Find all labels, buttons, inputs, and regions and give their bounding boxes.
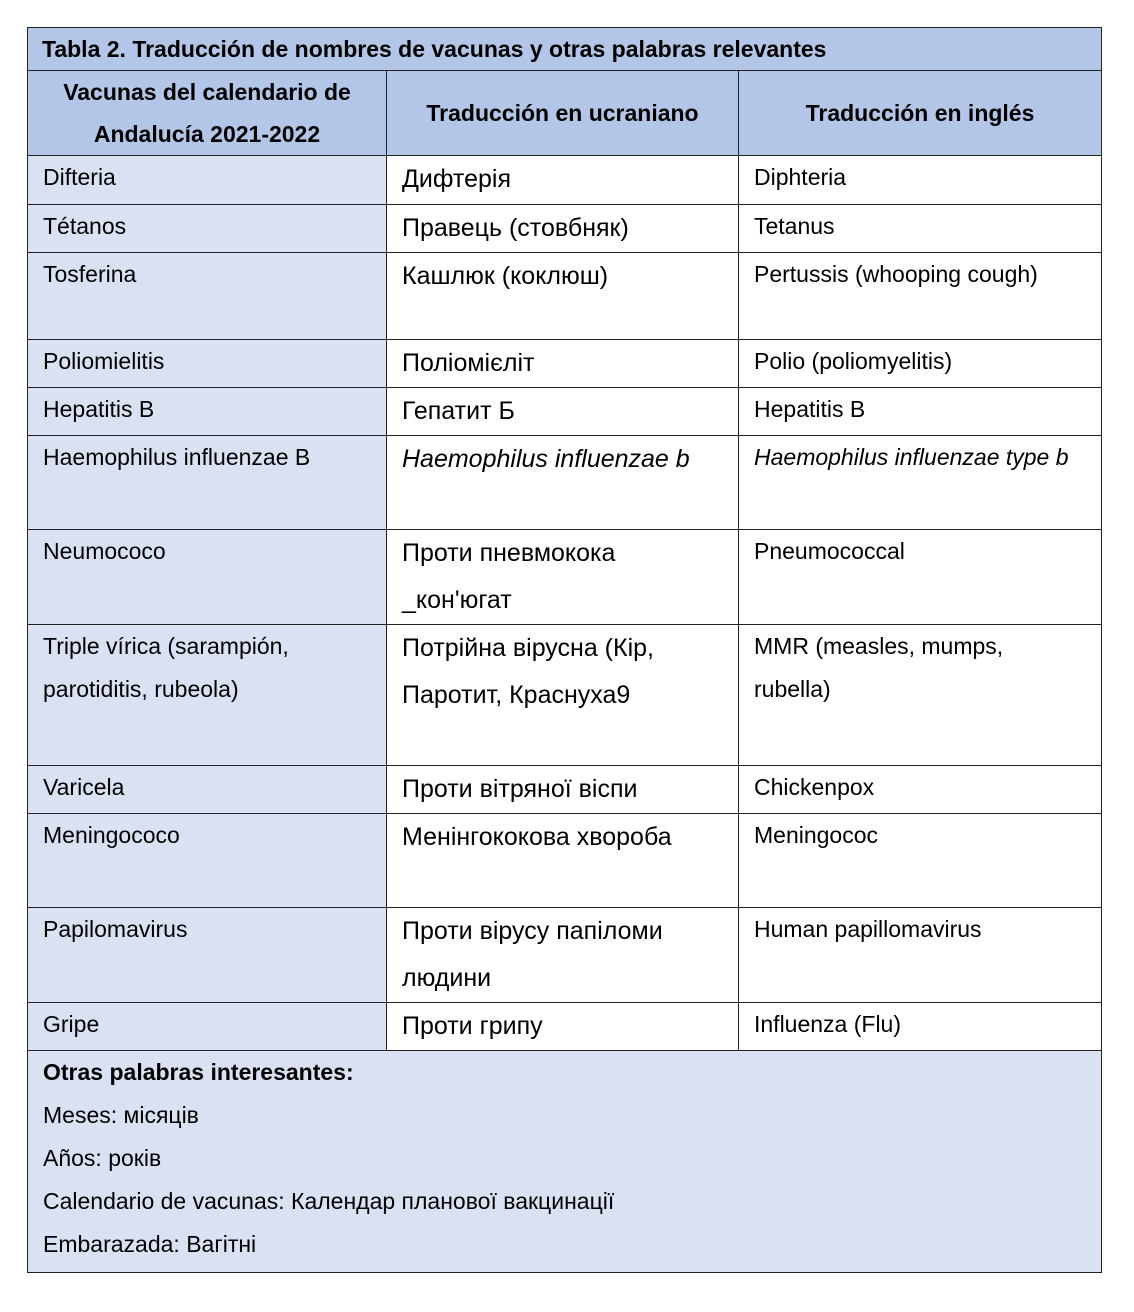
other-word: Años: років <box>43 1145 162 1171</box>
cell-ukrainian: Гепатит Б <box>387 388 739 436</box>
cell-ukrainian: Haemophilus influenzae b <box>387 436 739 530</box>
table-row <box>28 388 1102 436</box>
cell-spanish: Triple vírica (sarampión, parotiditis, rubeola) <box>28 625 387 766</box>
table-title: Tabla 2. Traducción de nombres de vacunas y otras palabras relevantes <box>28 28 1102 71</box>
table-row <box>28 1003 1102 1051</box>
cell-english: Human papillomavirus <box>739 908 1102 1003</box>
header-ukrainian: Traducción en ucraniano <box>387 71 739 156</box>
cell-ukrainian: Потрійна вірусна (Кір, Паротит, Краснуха9 <box>387 625 739 766</box>
other-word: Meses: місяців <box>43 1102 199 1128</box>
other-words-heading: Otras palabras interesantes: <box>43 1059 354 1085</box>
cell-english: Pertussis (whooping cough) <box>739 253 1102 340</box>
cell-spanish: Varicela <box>28 766 387 814</box>
cell-english: MMR (measles, mumps, rubella) <box>739 625 1102 766</box>
cell-ukrainian: Правець (стовбняк) <box>387 205 739 253</box>
cell-spanish: Difteria <box>28 156 387 205</box>
cell-spanish: Gripe <box>28 1003 387 1051</box>
table-row <box>28 530 1102 625</box>
table-row <box>28 340 1102 388</box>
table-row <box>28 766 1102 814</box>
header-spanish: Vacunas del calendario de Andalucía 2021-2022 <box>28 71 387 156</box>
vaccine-translation-table <box>27 27 1102 1273</box>
cell-english: Meningococ <box>739 814 1102 908</box>
table-row <box>28 625 1102 766</box>
cell-english: Pneumococcal <box>739 530 1102 625</box>
table-row <box>28 436 1102 530</box>
cell-spanish: Neumococo <box>28 530 387 625</box>
header-english: Traducción en inglés <box>739 71 1102 156</box>
cell-ukrainian: Поліомієліт <box>387 340 739 388</box>
cell-english: Diphteria <box>739 156 1102 205</box>
cell-spanish: Tosferina <box>28 253 387 340</box>
cell-spanish: Meningococo <box>28 814 387 908</box>
cell-spanish: Haemophilus influenzae B <box>28 436 387 530</box>
cell-spanish: Hepatitis B <box>28 388 387 436</box>
cell-ukrainian: Дифтерія <box>387 156 739 205</box>
cell-ukrainian: Менінгококова хвороба <box>387 814 739 908</box>
cell-ukrainian: Проти вітряної віспи <box>387 766 739 814</box>
cell-english: Chickenpox <box>739 766 1102 814</box>
cell-english: Hepatitis B <box>739 388 1102 436</box>
cell-spanish: Tétanos <box>28 205 387 253</box>
cell-english: Polio (poliomyelitis) <box>739 340 1102 388</box>
other-words <box>28 1051 1102 1273</box>
cell-ukrainian: Проти пневмокока _кон'югат <box>387 530 739 625</box>
cell-ukrainian: Проти вірусу папіломи людини <box>387 908 739 1003</box>
table-row <box>28 908 1102 1003</box>
cell-ukrainian: Проти грипу <box>387 1003 739 1051</box>
cell-english: Haemophilus influenzae type b <box>739 436 1102 530</box>
table-row <box>28 814 1102 908</box>
cell-spanish: Papilomavirus <box>28 908 387 1003</box>
other-word: Calendario de vacunas: Календар планової вакцинації <box>43 1188 615 1214</box>
cell-ukrainian: Кашлюк (коклюш) <box>387 253 739 340</box>
cell-spanish: Poliomielitis <box>28 340 387 388</box>
table-row <box>28 205 1102 253</box>
table-row <box>28 156 1102 205</box>
table-row <box>28 253 1102 340</box>
other-word: Embarazada: Вагітні <box>43 1231 257 1257</box>
cell-english: Tetanus <box>739 205 1102 253</box>
cell-english: Influenza (Flu) <box>739 1003 1102 1051</box>
